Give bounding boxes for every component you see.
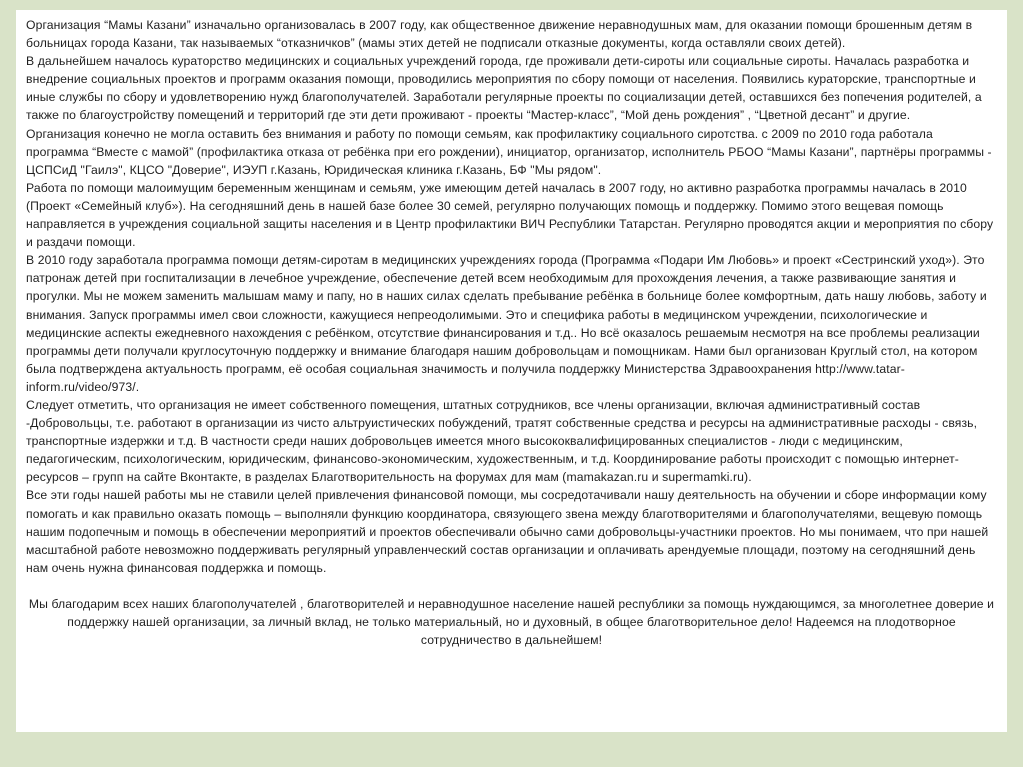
paragraph-pregnant-help: Работа по помощи малоимущим беременным женщинам и семьям, уже имеющим детей началась в 2007 году, но активно разработка программы началась в 2010 (Проект «Семейный клуб»). На сегодняшний день в нашей базе более 30 семей, регулярно получающих помощь и поддержку. Помимо этого вещевая помощь направляется в учреждения социальной защиты населения и в Центр профилактики ВИЧ Республики Татарстан. Регулярно проводятся акции и мероприятия по сбору и раздачи помощи. [26, 180, 994, 250]
paragraph-family-help: Организация конечно не могла оставить без внимания и работу по помощи семьям, как профилактику социального сиротства. с 2009 по 2010 года работала программа “Вместе с мамой” (профилактика отказа от ребёнка при его рождении), инициатор, организатор, исполнитель РБОО “Мамы Казани”, партнёры программы - ЦСПСиД "Гаилэ", КЦСО "Доверие", ИЭУП г.Казань, Юридическая клиника г.Казань, БФ "Мы рядом". [26, 126, 992, 177]
paragraph-spacer [26, 577, 997, 595]
paragraph-funding: Все эти годы нашей работы мы не ставили целей привлечения финансовой помощи, мы сосредотачивали нашу деятельность на обучении и сборе информации кому помогать и как правильно оказать помощь – выполняли функцию координатора, связующего звена между благотворителями и благополучателями, вещевую помощь нашим подопечным и помощь в обеспечении мероприятий и проектов обеспечивали обычно сами добровольцы-участники проектов. Но мы понимаем, что при нашей масштабной работе невозможно поддерживать регулярный управленческий состав организации и оплачивать арендуемые площади, поэтому на сегодняшний день нам очень нужна финансовая поддержка и помощь. [26, 488, 989, 575]
text-panel [16, 10, 1007, 732]
closing-thanks: Мы благодарим всех наших благополучателей , благотворителей и неравнодушное население нашей республики за помощь нуждающимся, за многолетнее доверие и поддержку нашей организации, за личный вклад, не только материальный, но и духовный, в общее благотворительное дело! Надеемся на плодотворное сотрудничество в дальнейшем! [28, 596, 995, 648]
paragraph-orphans-program: В 2010 году заработала программа помощи детям-сиротам в медицинских учреждениях города (Программа «Подари Им Любовь» и проект «Сестринский уход»). Это патронаж детей при госпитализации в лечебное учреждение, обеспечение детей всем необходимым для прохождения лечения, а также развивающие занятия и прогулки. Мы не можем заменить малышам маму и папу, но в наших силах сделать пребывание ребёнка в больнице более комфортным, дать нашу любовь, заботу и внимания. Запуск программы имел свои сложности, кажущиеся непреодолимыми. Это и специфика работы в медицинском учреждении, психологические и медицинские аспекты ежедневного нахождения с ребёнком, отсутствие финансирования и т.д.. Но всё оказалось решаемым несмотря на все проблемы реализации программы дети получали круглосуточную поддержку и внимание благодаря нашим добровольцам и помощникам. Нами был организован Круглый стол, на котором была подтверждена актуальность программ, её особая социальная значимость и получила поддержку Министерства Здравоохранения http://www.tatar-inform.ru/video/973/. [26, 253, 987, 394]
document-body [26, 16, 997, 649]
paragraph-history: Организация “Мамы Казани” изначально организовалась в 2007 году, как общественное движение неравнодушных мам, для оказании помощи брошенным детям в больницах города Казани, так называемых “отказничков” (мамы этих детей не подписали отказные документы, когда оставляли своих детей). [26, 18, 973, 51]
paragraph-curatorship: В дальнейшем началось кураторство медицинских и социальных учреждений города, где проживали дети-сироты или социальные сироты. Началась разработка и внедрение социальных проектов и программ оказания помощи, проводились мероприятия по сбору помощи от населения. Появились кураторские, транспортные и иные службы по сбору и удовлетворению нужд благополучателей. Заработали регулярные проекты по социализации детей, оставшихся без попечения родителей, а также по благоустройству помещений и территорий где эти дети проживают - проекты “Мастер-класс”, “Мой день рождения” , “Цветной десант” и другие. [26, 54, 982, 123]
paragraph-volunteers: Следует отметить, что организация не имеет собственного помещения, штатных сотрудников, все члены организации, включая административный состав -Добровольцы, т.е. работают в организации из чисто альтруистических побуждений, тратят собственные средства и ресурсы на административные расходы - связь, транспортные издержки и т.д. В частности среди наших добровольцев имеется много высококвалифицированных специалистов - люди с медицинским, педагогическим, психологическим, юридическим, финансово-экономическим, художественным, и т.д. Координирование работы происходит с помощью интернет-ресурсов – групп на сайте Вконтакте, в разделах Благотворительность на форумах для мам (mamakazan.ru и supermamki.ru). [26, 397, 978, 485]
